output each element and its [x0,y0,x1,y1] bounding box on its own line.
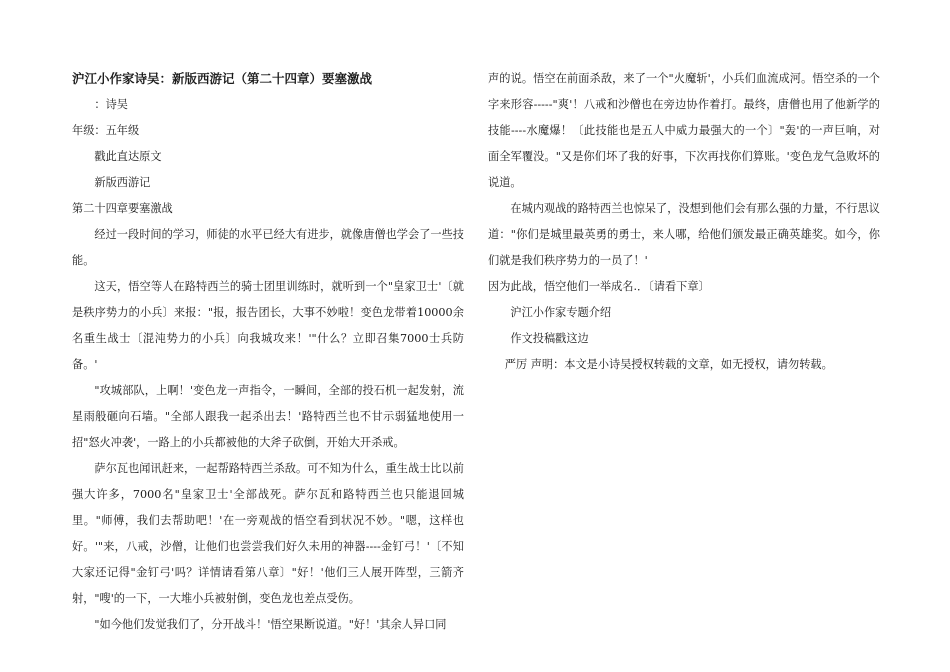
paragraph: "如今他们发觉我们了，分开战斗！'悟空果断说道。"好！'其余人异口同 [94,618,447,631]
grade-line: 年级：五年级 [72,124,140,137]
topic-intro-link[interactable]: 沪江小作家专题介绍 [510,306,612,319]
article-title: 沪江小作家诗吴：新版西游记（第二十四章）要塞激战 [72,71,373,86]
author-line: ：诗吴 [94,98,128,111]
chapter-title: 第二十四章要塞激战 [72,202,173,215]
paragraph: 声的说。悟空在前面杀敌，来了一个"火魔斩'，小兵们血流成河。悟空杀的一个字来形容-----"爽'！八戒和沙僧也在旁边协作着打。最终，唐僧也用了他新学的技能----水魔爆！〔此技能也是五人中威力最强大的一个〕"轰'的一声巨响，对面全军覆没。"又是你们坏了我的好事，下次再找你们算账。'变色龙气急败坏的说道。 [488,72,880,189]
left-column [72,66,464,638]
right-column [488,66,880,378]
paragraph: 这天，悟空等人在路特西兰的骑士团里训练时，就听到一个"皇家卫士'〔就是秩序势力的小兵〕来报："报，报告团长，大事不妙啦！变色龙带着10000余名重生战士〔混沌势力的小兵〕向我城攻来！'"什么？立即召集7000士兵防备。' [72,280,464,371]
paragraph: 因为此战，悟空他们一举成名.．〔请看下章〕 [488,280,710,293]
paragraph: 在城内观战的路特西兰也惊呆了，没想到他们会有那么强的力量，不行思议道："你们是城里最英勇的勇士，来人哪，给他们颁发最正确英雄奖。如今，你们就是我们秩序势力的一员了！' [488,202,880,267]
series-name: 新版西游记 [94,176,151,189]
source-link[interactable]: 戳此直达原文 [94,150,162,163]
paragraph: "攻城部队，上啊！'变色龙一声指令，一瞬间，全部的投石机一起发射，流星雨般砸向石墙。"全部人跟我一起杀出去！'路特西兰也不甘示弱猛地使用一招"怒火冲袭'，一路上的小兵都被他的大斧子砍倒，开始大开杀戒。 [72,384,464,449]
paragraph: 经过一段时间的学习，师徒的水平已经大有进步，就像唐僧也学会了一些技能。 [72,228,464,267]
submission-link[interactable]: 作文投稿戳这边 [510,332,589,345]
copyright-notice: 严厉 声明：本文是小诗吴授权转载的文章，如无授权，请勿转载。 [504,358,833,371]
paragraph: 萨尔瓦也闻讯赶来，一起帮路特西兰杀敌。可不知为什么，重生战士比以前强大许多，7000名"皇家卫士'全部战死。萨尔瓦和路特西兰也只能退回城里。"师傅，我们去帮助吧！'在一旁观战的悟空看到状况不妙。"嗯，这样也好。'"来，八戒，沙僧，让他们也尝尝我们好久未用的神器----金钉弓！'〔不知大家还记得"金钉弓'吗？详情请看第八章〕"好！'他们三人展开阵型，三箭齐射，"嗖'的一下，一大堆小兵被射倒，变色龙也差点受伤。 [72,462,464,605]
